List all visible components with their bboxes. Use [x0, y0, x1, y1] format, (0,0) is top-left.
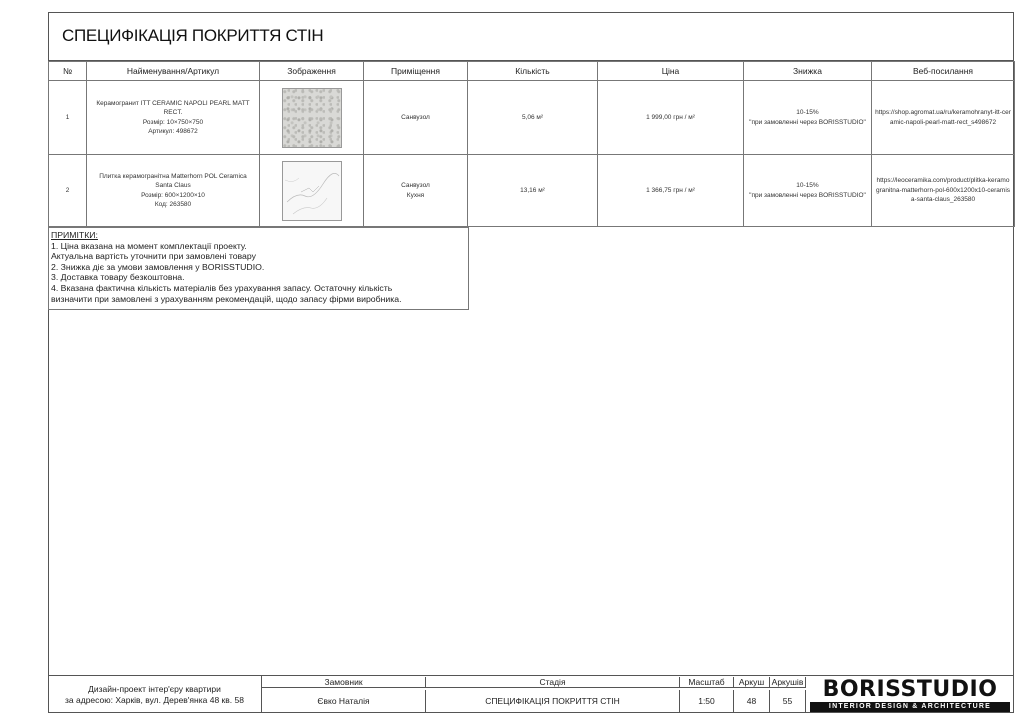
note-line: 3. Доставка товару безкоштовна. — [51, 272, 185, 283]
tile-image — [282, 161, 342, 221]
product-name: Плитка керамогранітна Matterhorn POL Ceramica Santa Claus Розмір: 600×1200×10 Код: 263580 — [87, 155, 260, 227]
price: 1 999,00 грн / м² — [598, 81, 744, 155]
discount: 10-15% "при замовленні через BORISSTUDIO" — [744, 81, 872, 155]
image-cell — [260, 155, 364, 227]
web-link[interactable]: https://leoceramika.com/product/plitka-keramogranitna-matterhorn-pol-600x1200x10-ceramisa-santa-claus_263580 — [872, 155, 1015, 227]
col-header-discount: Знижка — [744, 62, 872, 81]
notes-heading: ПРИМІТКИ: — [51, 230, 98, 240]
note-line: 2. Знижка діє за умови замовлення у BORISSTUDIO. — [51, 261, 265, 272]
studio-logo — [806, 676, 1014, 713]
table-row — [49, 155, 1015, 227]
note-line: Актуальна вартість уточнити при замовлені товару — [51, 251, 256, 262]
col-header-image: Зображення — [260, 62, 364, 81]
col-header-room: Приміщення — [364, 62, 468, 81]
row-number: 2 — [49, 155, 87, 227]
web-link[interactable]: https://shop.agromat.ua/ru/keramohranyt-itt-ceramic-napoli-pearl-matt-rect_s498672 — [872, 81, 1015, 155]
col-header-link: Веб-посилання — [872, 62, 1015, 81]
quantity: 5,06 м² — [468, 81, 598, 155]
note-line: 1. Ціна вказана на момент комплектації проекту. — [51, 240, 247, 251]
page-title: СПЕЦИФІКАЦІЯ ПОКРИТТЯ СТІН — [62, 26, 324, 45]
table-row — [49, 81, 1015, 155]
note-line: визначити при замовлені з урахуванням рекомендацій, щодо запасу фірми виробника. — [51, 293, 402, 304]
marble-veins — [283, 162, 341, 220]
image-cell — [260, 81, 364, 155]
quantity: 13,16 м² — [468, 155, 598, 227]
client-label: Замовник — [262, 677, 426, 687]
row-number: 1 — [49, 81, 87, 155]
logo-name: BORISSTUDIO — [822, 677, 998, 702]
title-row — [48, 12, 1014, 61]
room: Санвузол Кухня — [364, 155, 468, 227]
table-header-row — [49, 62, 1015, 81]
product-name: Керамогранит ITT CERAMIC NAPOLI PEARL MATT RECT. Розмір: 10×750×750 Артикул: 498672 — [87, 81, 260, 155]
tile-image — [282, 88, 342, 148]
scale-value: 1:50 — [680, 690, 734, 712]
sheets-value: 55 — [770, 690, 806, 712]
discount: 10-15% "при замовленні через BORISSTUDIO" — [744, 155, 872, 227]
project-description: Дизайн-проект інтер'єру квартири за адресою: Харків, вул. Дерев'янка 48 кв. 58 — [48, 676, 262, 713]
sheets-label: Аркушів — [770, 677, 806, 687]
col-header-price: Ціна — [598, 62, 744, 81]
sheet-value: 48 — [734, 690, 770, 712]
price: 1 366,75 грн / м² — [598, 155, 744, 227]
col-header-quantity: Кількість — [468, 62, 598, 81]
sheet-label: Аркуш — [734, 677, 770, 687]
title-block-divider — [262, 687, 806, 688]
spec-table — [48, 61, 1015, 227]
col-header-number: № — [49, 62, 87, 81]
client-value: Євко Наталія — [262, 690, 426, 712]
stage-label: Стадія — [426, 677, 680, 687]
notes-box — [48, 227, 469, 310]
scale-label: Масштаб — [680, 677, 734, 687]
col-header-name: Найменування/Артикул — [87, 62, 260, 81]
title-block — [48, 675, 1014, 713]
logo-tagline: INTERIOR DESIGN & ARCHITECTURE — [810, 702, 1010, 712]
stage-value: СПЕЦИФІКАЦІЯ ПОКРИТТЯ СТІН — [426, 690, 680, 712]
note-line: 4. Вказана фактична кількість матеріалів без урахування запасу. Остаточну кількість — [51, 282, 393, 293]
room: Санвузол — [364, 81, 468, 155]
